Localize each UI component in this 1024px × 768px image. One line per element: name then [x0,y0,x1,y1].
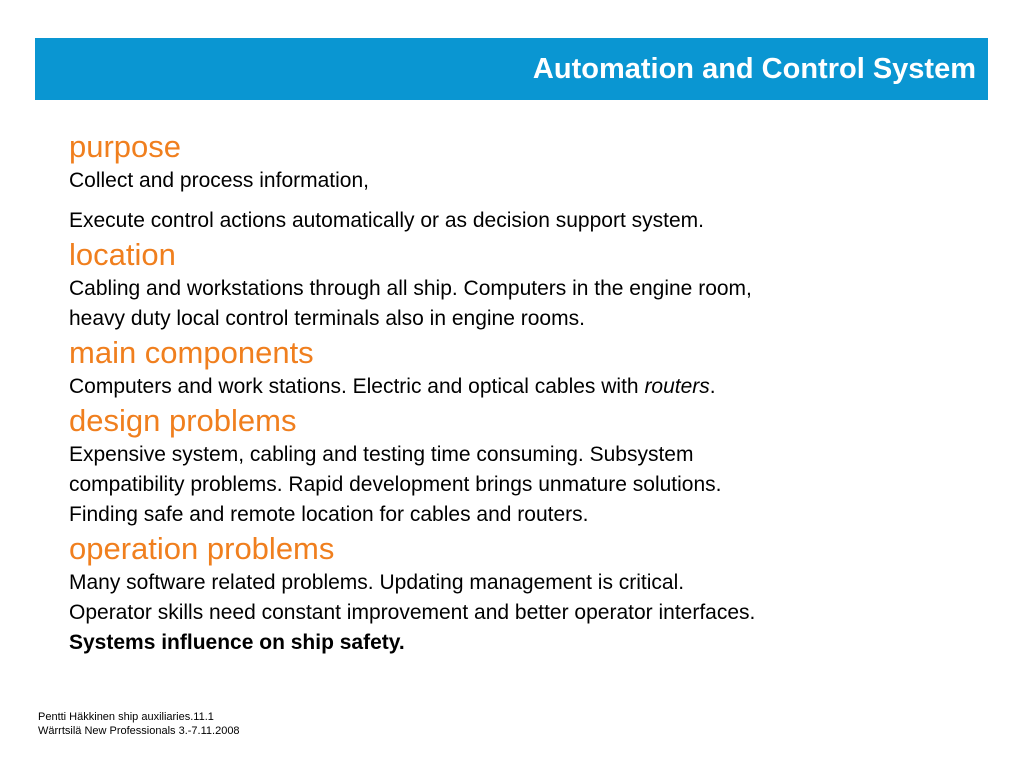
slide-content [69,128,969,658]
footer-line-1: Pentti Häkkinen ship auxiliaries.11.1 [38,711,214,723]
main-components-text: Computers and work stations. Electric and optical cables with [69,375,645,398]
heading-purpose: purpose [69,129,182,164]
purpose-line-1: Collect and process information, [69,169,369,192]
title-bar [35,38,988,100]
design-problems-line-1: Expensive system, cabling and testing time consuming. Subsystem [69,443,694,466]
operation-problems-line-1: Many software related problems. Updating management is critical. [69,571,685,594]
section-location [69,236,969,334]
heading-location: location [69,237,176,272]
heading-design-problems: design problems [69,403,297,438]
location-line-1: Cabling and workstations through all ship. Computers in the engine room, [69,277,752,300]
section-design-problems [69,402,969,530]
main-components-period: . [709,375,716,398]
section-purpose [69,128,969,236]
design-problems-line-3: Finding safe and remote location for cables and routers. [69,503,589,526]
slide-title: Automation and Control System [532,53,976,85]
operation-problems-line-2: Operator skills need constant improvement and better operator interfaces. [69,601,756,624]
section-main-components [69,334,969,402]
safety-statement: Systems influence on ship safety. [69,631,405,654]
heading-main-components: main components [69,335,314,370]
footer-line-2: Wärrtsilä New Professionals 3.-7.11.2008 [38,725,240,737]
routers-italic: routers [644,375,710,398]
location-line-2: heavy duty local control terminals also in engine rooms. [69,307,585,330]
heading-operation-problems: operation problems [69,531,335,566]
main-components-line [69,372,969,402]
design-problems-line-2: compatibility problems. Rapid development brings unmature solutions. [69,473,722,496]
footer [38,710,240,738]
section-operation-problems [69,530,969,658]
purpose-line-2: Execute control actions automatically or as decision support system. [69,209,704,232]
